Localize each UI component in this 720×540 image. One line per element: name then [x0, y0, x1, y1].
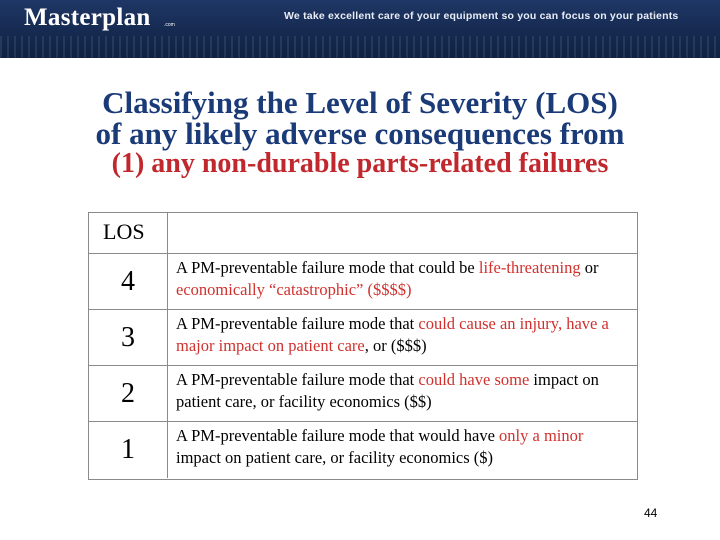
highlighted-text: could cause an injury, have a major impact on patient care — [176, 314, 609, 355]
slide-title-line-3: (1) any non-durable parts-related failures — [111, 148, 609, 179]
description-text: A PM-preventable failure mode that — [176, 370, 419, 389]
los-table-header-row — [89, 213, 637, 254]
los-description — [176, 257, 631, 301]
los-row-4 — [89, 254, 637, 310]
los-row-1 — [89, 422, 637, 478]
slide-title-line-2: of any likely adverse consequences from — [95, 116, 625, 151]
los-level-cell — [89, 254, 168, 309]
description-text: impact on patient care, or facility economics ($) — [176, 448, 494, 467]
los-level-number: 3 — [121, 322, 135, 353]
description-text: A PM-preventable failure mode that — [176, 314, 419, 333]
highlighted-text: only a minor — [499, 426, 584, 445]
los-table — [88, 212, 638, 480]
los-level-cell — [89, 366, 168, 421]
los-description — [176, 425, 631, 469]
description-text: impact on patient care, or facility economics ($$) — [176, 370, 599, 411]
description-text: or — [580, 258, 599, 277]
masterplan-logo: Masterplan — [24, 4, 151, 31]
highlighted-text: life-threatening — [478, 258, 581, 277]
los-level-number: 4 — [121, 266, 135, 297]
los-level-cell — [89, 422, 168, 478]
slide-title-line-1: Classifying the Level of Severity (LOS) — [102, 85, 618, 120]
description-text: , or ($$$) — [364, 336, 427, 355]
los-level-number: 2 — [121, 378, 135, 409]
los-level-cell — [89, 310, 168, 365]
highlighted-text: economically “catastrophic” ($$$$) — [176, 280, 412, 299]
description-text: A PM-preventable failure mode that would have — [176, 426, 500, 445]
description-text: A PM-preventable failure mode that could be — [176, 258, 479, 277]
los-header-cell — [89, 213, 168, 253]
los-description — [176, 369, 631, 413]
los-description — [176, 313, 631, 357]
header-banner — [0, 0, 720, 58]
banner-pattern — [0, 36, 720, 58]
los-level-number: 1 — [121, 434, 135, 465]
los-row-2 — [89, 366, 637, 422]
banner-tagline: We take excellent care of your equipment so you can focus on your patients — [284, 10, 679, 22]
los-row-3 — [89, 310, 637, 366]
logo-suffix: .com — [164, 22, 175, 28]
highlighted-text: could have some — [418, 370, 530, 389]
page-number: 44 — [644, 506, 658, 520]
los-header-label: LOS — [103, 219, 145, 244]
